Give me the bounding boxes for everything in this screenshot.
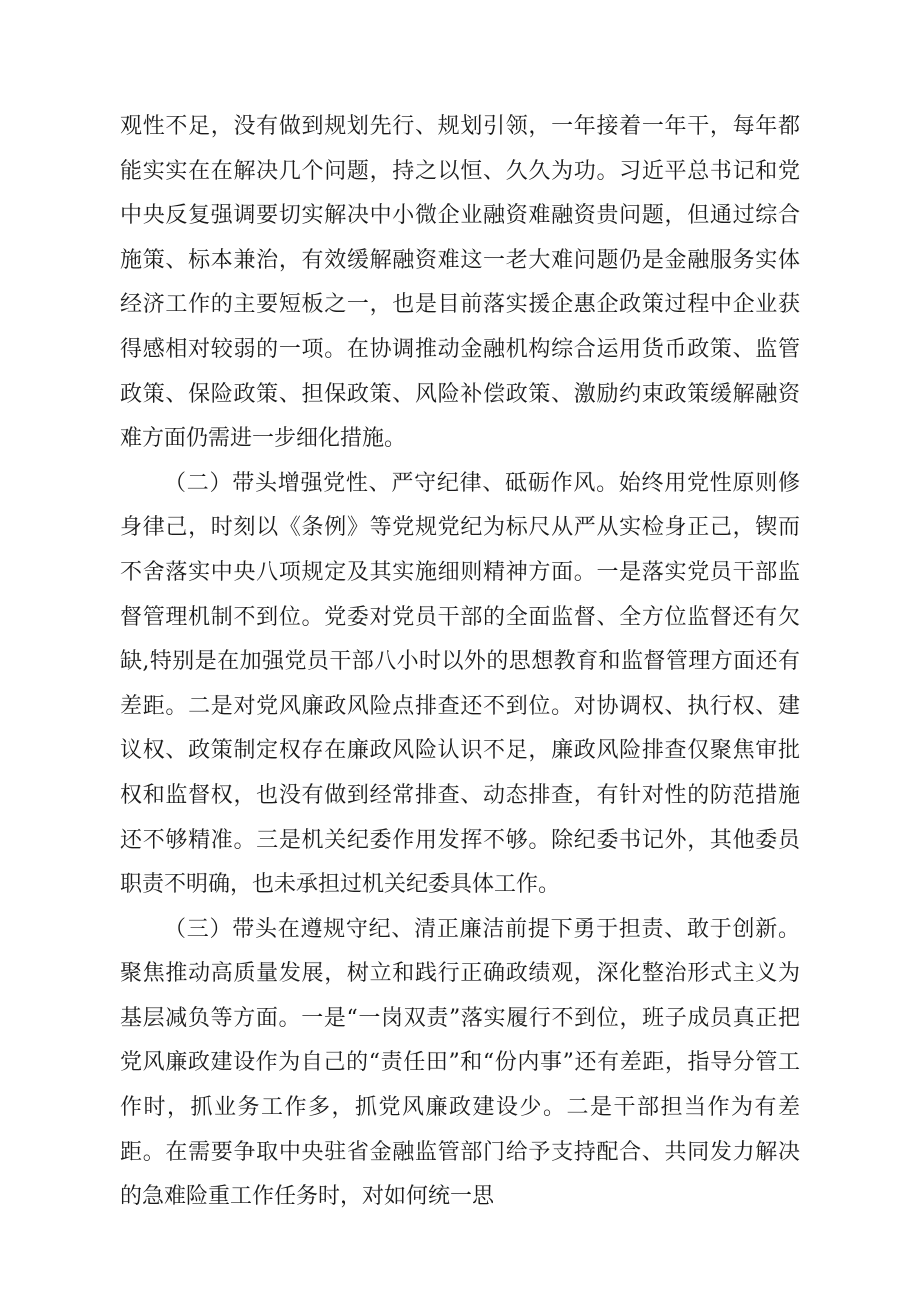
document-body xyxy=(120,105,800,1220)
paragraph-section-three: （三）带头在遵规守纪、清正廉洁前提下勇于担责、敢于创新。聚焦推动高质量发展，树立和践行正确政绩观，深化整治形式主义为基层减负等方面。一是“一岗双责”落实履行不到位，班子成员真正把党风廉政建设作为自己的“责任田”和“份内事”还有差距，指导分管工作时，抓业务工作多，抓党风廉政建设少。二是干部担当作为有差距。在需要争取中央驻省金融监管部门给予支持配合、共同发力解决的急难险重工作任务时，对如何统一思 xyxy=(120,916,800,1210)
paragraph-continuation: 观性不足，没有做到规划先行、规划引领，一年接着一年干，每年都能实实在在解决几个问题，持之以恒、久久为功。习近平总书记和党中央反复强调要切实解决中小微企业融资难融资贵问题，但通过综合施策、标本兼治，有效缓解融资难这一老大难问题仍是金融服务实体经济工作的主要短板之一，也是目前落实援企惠企政策过程中企业获得感相对较弱的一项。在协调推动金融机构综合运用货币政策、监管政策、保险政策、担保政策、风险补偿政策、激励约束政策缓解融资难方面仍需进一步细化措施。 xyxy=(120,114,800,452)
paragraph-section-two: （二）带头增强党性、严守纪律、砥砺作风。始终用党性原则修身律己，时刻以《条例》等党规党纪为标尺从严从实检身正己，锲而不舍落实中央八项规定及其实施细则精神方面。一是落实党员干部监督管理机制不到位。党委对党员干部的全面监督、全方位监督还有欠缺,特别是在加强党员干部八小时以外的思想教育和监督管理方面还有差距。二是对党风廉政风险点排查还不到位。对协调权、执行权、建议权、政策制定权存在廉政风险认识不足，廉政风险排查仅聚焦审批权和监督权，也没有做到经常排查、动态排查，有针对性的防范措施还不够精准。三是机关纪委作用发挥不够。除纪委书记外，其他委员职责不明确，也未承担过机关纪委具体工作。 xyxy=(120,470,800,898)
